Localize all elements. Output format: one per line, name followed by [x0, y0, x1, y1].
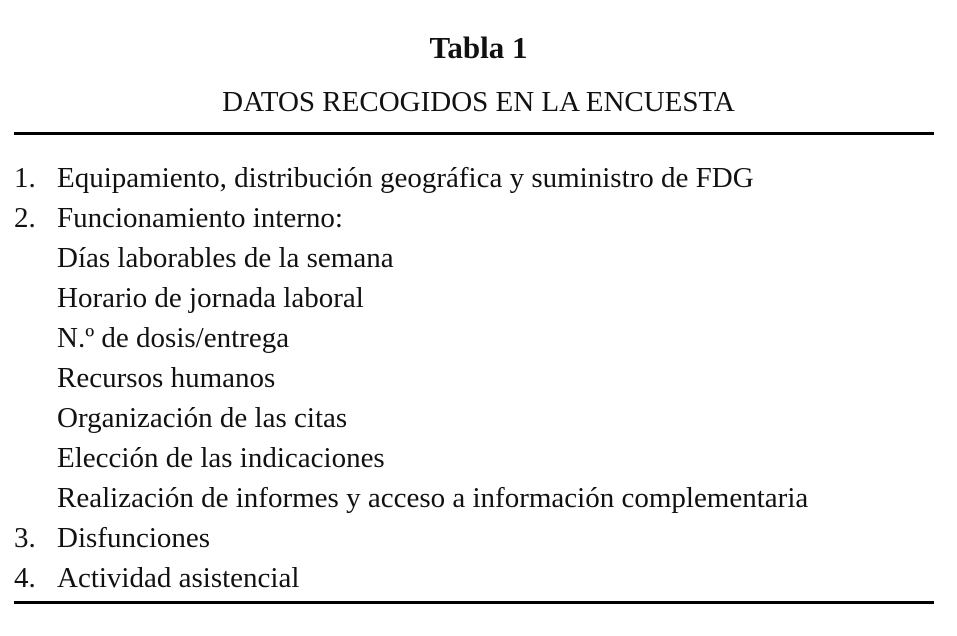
list-item [14, 398, 944, 438]
item-text: Elección de las indicaciones [57, 442, 385, 474]
list-item [14, 278, 944, 318]
list-item [14, 438, 944, 478]
list-item [14, 238, 944, 278]
table-subtitle: DATOS RECOGIDOS EN LA ENCUESTA [222, 86, 735, 118]
list-item [14, 318, 944, 358]
item-text: Recursos humanos [57, 362, 276, 394]
item-number: 3. [14, 522, 36, 554]
item-text: Disfunciones [57, 522, 211, 554]
item-text: Días laborables de la semana [57, 242, 394, 274]
top-rule [14, 132, 934, 135]
item-text: Actividad asistencial [57, 562, 300, 594]
item-text: Horario de jornada laboral [57, 282, 364, 314]
list-item [14, 558, 944, 598]
item-text: Equipamiento, distribución geográfica y suministro de FDG [57, 162, 754, 194]
item-number: 2. [14, 202, 36, 234]
list-item [14, 358, 944, 398]
item-text: Organización de las citas [57, 402, 348, 434]
item-number: 4. [14, 562, 36, 594]
list-item [14, 198, 944, 238]
list-item [14, 158, 944, 198]
list-item [14, 478, 944, 518]
list-item [14, 518, 944, 558]
bottom-rule [14, 601, 934, 604]
table-title: Tabla 1 [429, 30, 528, 65]
item-text: N.º de dosis/entrega [57, 322, 290, 354]
item-text: Funcionamiento interno: [57, 202, 343, 234]
item-number: 1. [14, 162, 36, 194]
item-text: Realización de informes y acceso a información complementaria [57, 482, 809, 514]
survey-items-list [14, 158, 944, 598]
